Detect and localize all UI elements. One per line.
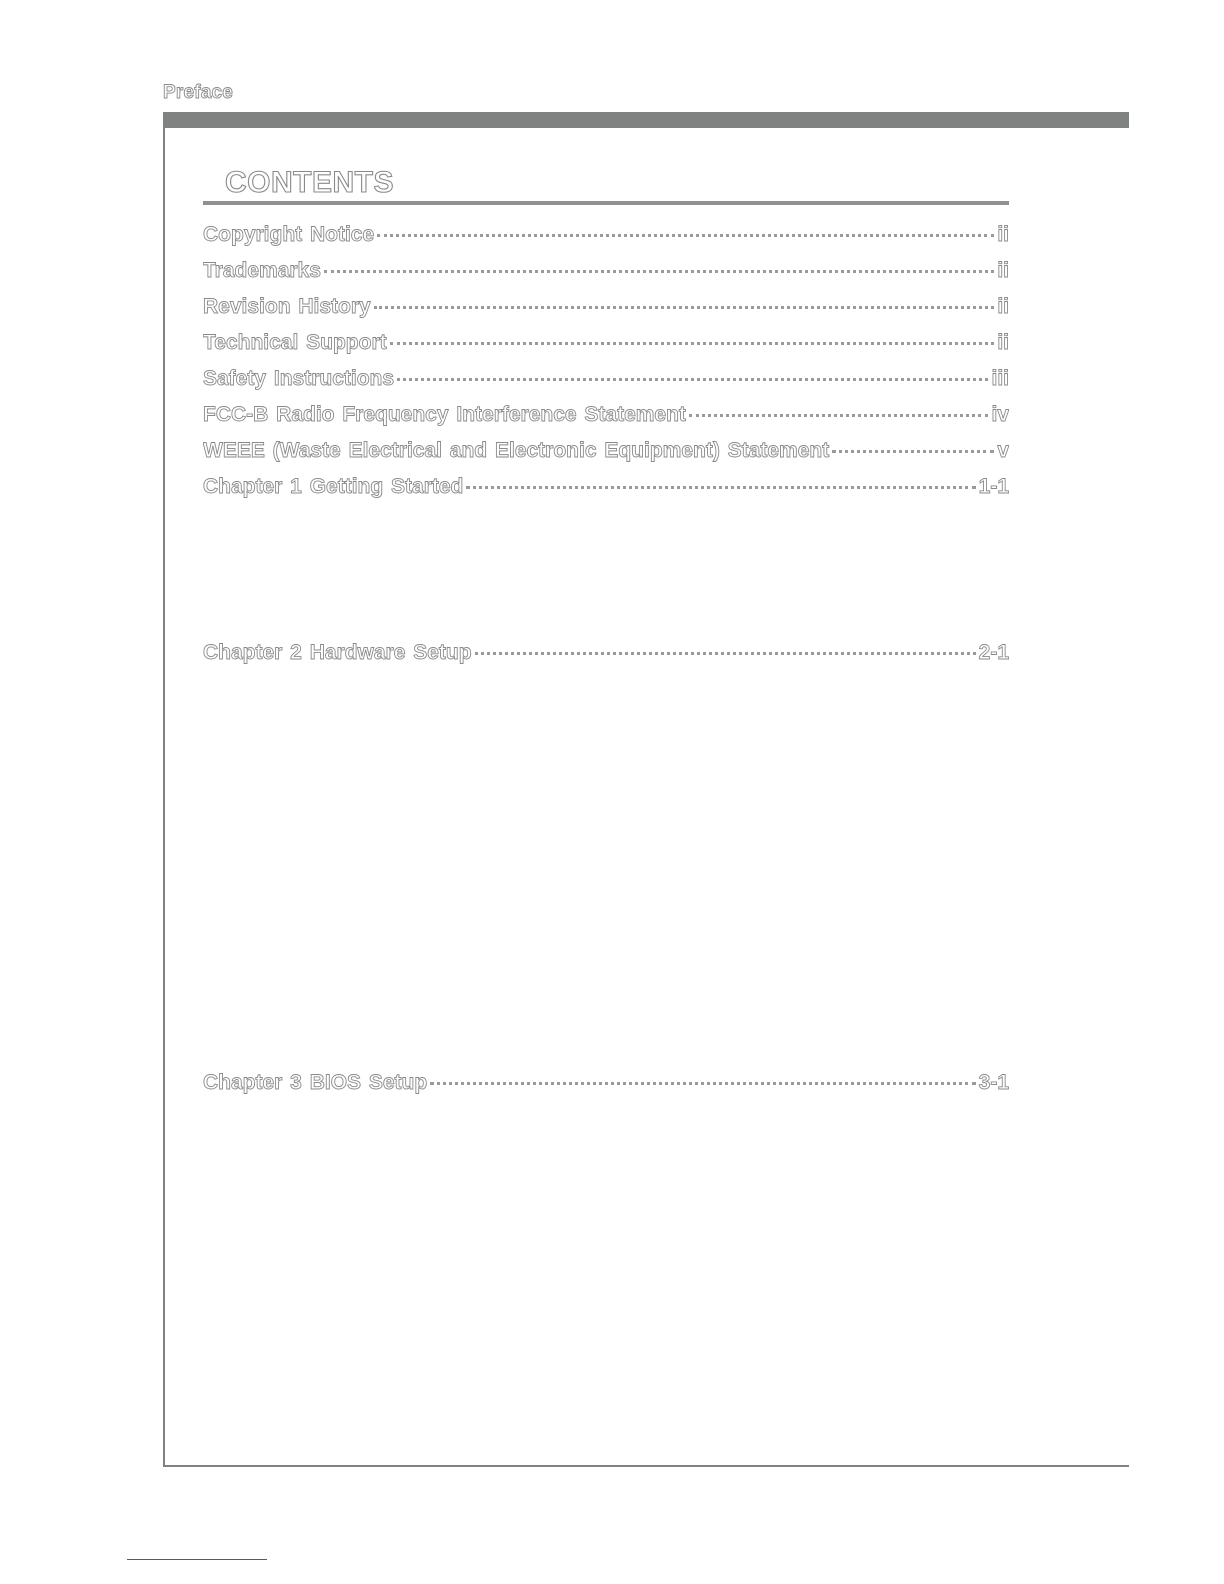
contents-title: CONTENTS xyxy=(225,166,394,199)
toc-dot-leader xyxy=(374,306,995,309)
toc-dot-leader xyxy=(377,234,994,237)
bottom-border-rule xyxy=(163,1465,1129,1467)
toc-entry-label: FCC-B Radio Frequency Interference Statement xyxy=(203,403,686,426)
toc-entry[interactable] xyxy=(203,295,1009,323)
toc-entry[interactable] xyxy=(203,367,1009,395)
toc-page-number: ii xyxy=(997,331,1009,354)
toc-page-number: iii xyxy=(991,367,1009,390)
footer-link-underline xyxy=(127,1559,267,1560)
toc-entry-label: Copyright Notice xyxy=(203,223,375,246)
toc-entry[interactable] xyxy=(203,475,1009,503)
toc-entry-label: WEEE (Waste Electrical and Electronic Equipment) Statement xyxy=(203,439,830,462)
toc-entry[interactable] xyxy=(203,259,1009,287)
toc-page-number: ii xyxy=(997,259,1009,282)
toc-entry[interactable] xyxy=(203,331,1009,359)
toc-page-number: 3-1 xyxy=(978,1071,1009,1094)
toc-entry-label: Safety Instructions xyxy=(203,367,395,390)
toc-page-number: 2-1 xyxy=(978,641,1009,664)
toc-entry-label: Chapter 2 Hardware Setup xyxy=(203,641,472,664)
toc-dot-leader xyxy=(324,270,994,273)
toc-entry[interactable] xyxy=(203,1071,1009,1099)
toc-entry-label: Trademarks xyxy=(203,259,321,282)
toc-entry[interactable] xyxy=(203,223,1009,251)
header-bar xyxy=(163,112,1129,128)
running-header: Preface xyxy=(163,82,234,103)
toc-dot-leader xyxy=(397,378,988,381)
toc-entry-label: Revision History xyxy=(203,295,371,318)
left-border-rule xyxy=(163,112,165,1467)
toc-entry[interactable] xyxy=(203,439,1009,467)
toc-dot-leader xyxy=(430,1082,975,1085)
toc-dot-leader xyxy=(390,342,995,345)
toc-page-number: v xyxy=(997,439,1009,462)
toc-dot-leader xyxy=(466,486,975,489)
title-underline xyxy=(203,201,1009,205)
toc-page-number: iv xyxy=(991,403,1009,426)
toc-entry-label: Chapter 3 BIOS Setup xyxy=(203,1071,428,1094)
toc-page-number: ii xyxy=(997,223,1009,246)
toc-entry-label: Chapter 1 Getting Started xyxy=(203,475,464,498)
toc-entry[interactable] xyxy=(203,403,1009,431)
toc-entry[interactable] xyxy=(203,641,1009,669)
toc-entry-label: Technical Support xyxy=(203,331,387,354)
toc-page-number: 1-1 xyxy=(978,475,1009,498)
toc-page-number: ii xyxy=(997,295,1009,318)
toc-dot-leader xyxy=(832,450,994,453)
toc-dot-leader xyxy=(475,652,976,655)
toc-dot-leader xyxy=(689,414,989,417)
